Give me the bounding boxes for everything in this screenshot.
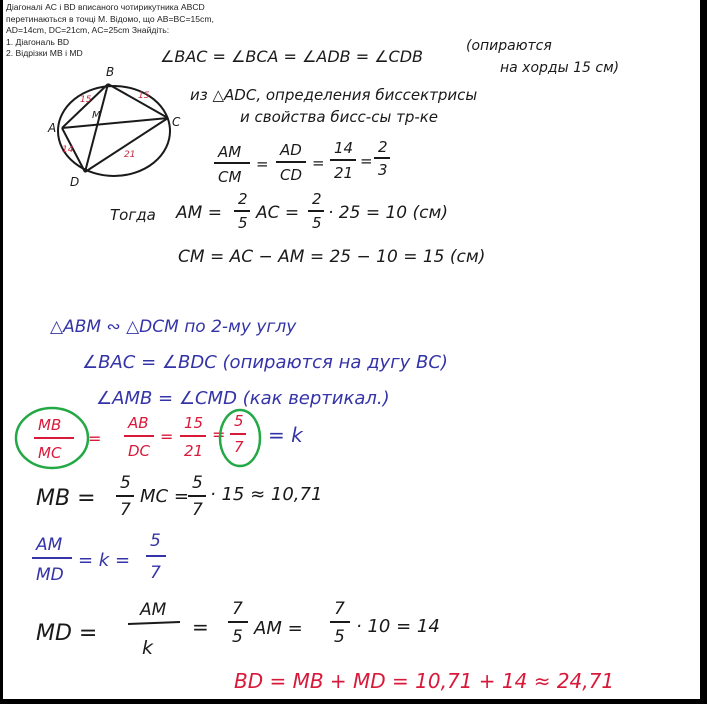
am-md-num: AM xyxy=(36,535,63,555)
cm-line: CM = AC − AM = 25 − 10 = 15 (см) xyxy=(178,247,486,267)
fraction-bar xyxy=(128,622,180,624)
am-mid: AC = xyxy=(256,203,300,223)
problem-line: 2. Відрізки MB і MD xyxy=(6,48,83,58)
k-num2: AB xyxy=(128,414,149,432)
am-den2: 5 xyxy=(312,214,322,232)
angle-note-1: (опираются xyxy=(466,38,552,54)
k-den2: DC xyxy=(128,442,151,460)
ratio-2: 2 xyxy=(378,138,388,156)
bd-answer: BD = MB + MD = 10,71 + 14 ≈ 24,71 xyxy=(234,669,615,693)
eq-sign: = xyxy=(88,429,102,448)
md-eq: = xyxy=(192,615,209,639)
circumcircle xyxy=(58,86,170,176)
angle-line-2: ∠AMB = ∠CMD (как вертикал.) xyxy=(96,388,390,409)
k-num4: 5 xyxy=(234,412,244,430)
label-b: B xyxy=(106,65,115,79)
side-ab xyxy=(62,84,108,128)
eq-sign: = xyxy=(360,152,373,170)
eq-sign: = xyxy=(160,427,174,446)
ratio-ad: AD xyxy=(280,141,302,159)
md-rhs: · 10 = 14 xyxy=(356,616,440,637)
then-word: Тогда xyxy=(110,206,156,224)
md-num2: 7 xyxy=(232,599,243,619)
md-lhs: MD = xyxy=(36,621,98,646)
am-den: 5 xyxy=(238,214,248,232)
side-label-ad: 14 xyxy=(62,145,74,155)
ratio-14: 14 xyxy=(334,139,354,157)
md-mid: AM = xyxy=(254,618,303,639)
am-md-den: MD xyxy=(36,565,64,585)
md-den: k xyxy=(142,637,154,659)
problem-line: 1. Діагональ BD xyxy=(6,36,70,47)
md-num: AM xyxy=(140,600,167,620)
ratio-am: AM xyxy=(218,143,242,161)
diagonal-ac xyxy=(62,118,168,128)
am-num: 2 xyxy=(238,190,248,208)
k-num3: 15 xyxy=(184,414,204,432)
label-a: A xyxy=(48,121,57,135)
mb-num2: 5 xyxy=(192,473,203,493)
eq-sign: = xyxy=(212,425,226,444)
ratio-cm: CM xyxy=(218,168,242,186)
angle-line-1: ∠BAC = ∠BDC (опираются на дугу BC) xyxy=(82,352,448,373)
ratio-21: 21 xyxy=(334,164,354,182)
bisector-line-2: и свойства бисс-сы тр-ке xyxy=(240,108,439,126)
side-bc xyxy=(108,84,168,118)
mb-rhs: · 15 ≈ 10,71 xyxy=(210,484,323,505)
similarity-line: △ABM ∾ △DCM по 2-му углу xyxy=(50,317,297,337)
am-md-rnum: 5 xyxy=(150,531,161,551)
am-lhs: AM = xyxy=(176,203,222,223)
problem-line: Діагоналі AC і BD вписаного чотирикутника ABCD xyxy=(6,2,205,12)
k-den4: 7 xyxy=(234,438,244,456)
mb-lhs: MB = xyxy=(36,486,96,511)
ratio-cd: CD xyxy=(280,166,303,184)
md-den2: 5 xyxy=(232,627,243,647)
problem-line: AD=14cm, DC=21cm, AC=25cm Знайдіть: xyxy=(6,25,170,35)
geometry-figure xyxy=(58,84,170,176)
angle-equality-line: ∠BAC = ∠BCA = ∠ADB = ∠CDB xyxy=(160,47,424,66)
ratio-3: 3 xyxy=(378,161,388,179)
mb-num: 5 xyxy=(120,473,131,493)
label-c: C xyxy=(172,115,181,129)
side-label-dc: 21 xyxy=(124,150,136,160)
mb-den: 7 xyxy=(120,500,131,520)
md-num3: 7 xyxy=(334,599,345,619)
side-label-bc: 15 xyxy=(138,91,150,101)
label-d: D xyxy=(70,175,80,189)
am-md-k: = k = xyxy=(78,550,131,571)
am-num2: 2 xyxy=(312,190,322,208)
mb-den2: 7 xyxy=(192,500,203,520)
bisector-line-1: из △ADC, определения биссектрисы xyxy=(190,86,478,104)
eq-sign: = xyxy=(312,154,325,172)
label-m: M xyxy=(92,110,101,121)
k-num1: MB xyxy=(38,416,62,434)
am-md-rden: 7 xyxy=(150,563,161,583)
eq-sign: = xyxy=(256,155,269,173)
k-equals: = k xyxy=(268,423,303,447)
side-label-ab: 15 xyxy=(80,95,92,105)
mb-mid: MC = xyxy=(140,486,189,507)
k-den3: 21 xyxy=(184,442,204,460)
problem-line: перетинаються в точці M. Відомо, що AB=BC=15cm, xyxy=(6,13,214,24)
angle-note-2: на хорды 15 см) xyxy=(500,60,620,76)
md-den3: 5 xyxy=(334,627,345,647)
am-rhs: · 25 = 10 (см) xyxy=(328,203,448,223)
k-den1: MC xyxy=(38,444,62,462)
